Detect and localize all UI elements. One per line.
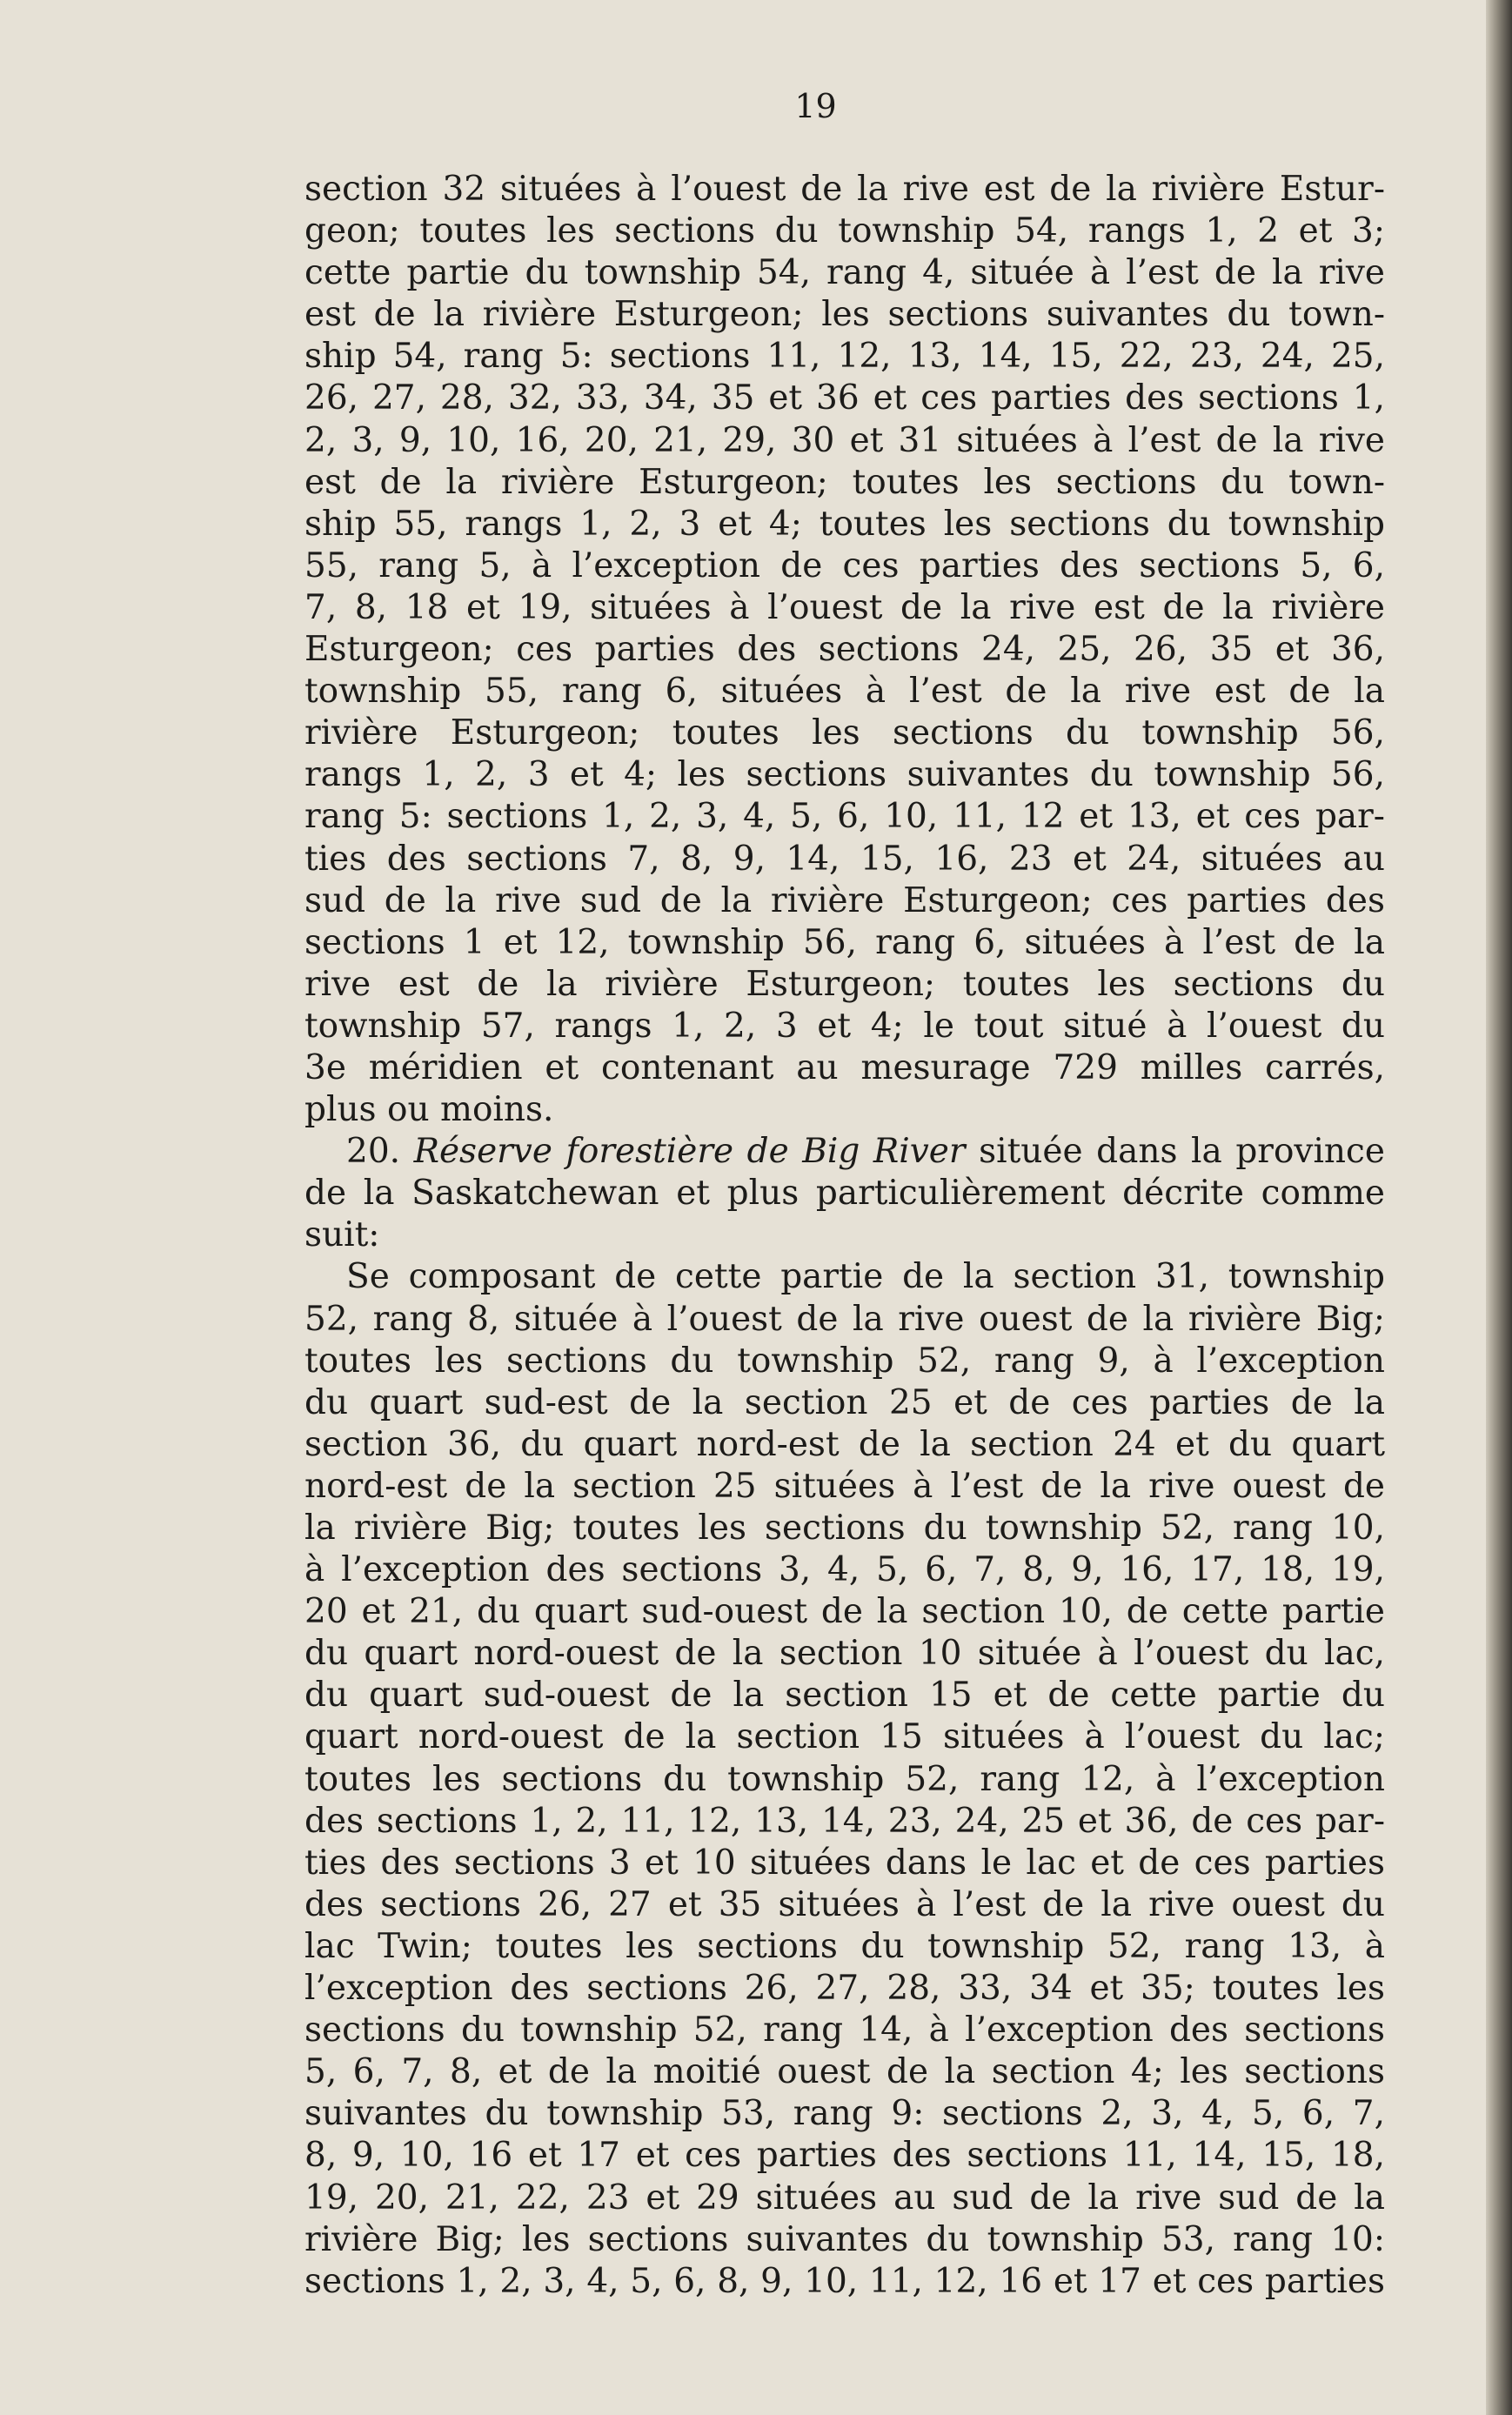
entry-20-description <box>304 1173 1385 1256</box>
text-line: ship 55, rangs 1, 2, 3 et 4; toutes les sections du township <box>304 504 1385 544</box>
text-line: section 36, du quart nord-est de la section 24 et du quart <box>304 1424 1385 1464</box>
text-line: à l’exception des sections 3, 4, 5, 6, 7, 8, 9, 16, 17, 18, 19, <box>304 1550 1385 1590</box>
text-line: ship 54, rang 5: sections 11, 12, 13, 14, 15, 22, 23, 24, 25, <box>304 337 1385 377</box>
text-line: lac Twin; toutes les sections du township 52, rang 13, à <box>304 1926 1385 1966</box>
paragraph-body <box>304 1299 1385 2303</box>
page-edge-shadow <box>1486 0 1512 2415</box>
text-line: du quart nord-ouest de la section 10 située à l’ouest du lac, <box>304 1634 1385 1674</box>
text-line: du quart sud-est de la section 25 et de ces parties de la <box>304 1382 1385 1422</box>
text-line: 2, 3, 9, 10, 16, 20, 21, 29, 30 et 31 situées à l’est de la rive <box>304 420 1385 460</box>
text-line: 20 et 21, du quart sud-ouest de la section 10, de cette partie <box>304 1592 1385 1632</box>
text-line: est de la rivière Esturgeon; les sections suivantes du town- <box>304 295 1385 335</box>
text-line: la rivière Big; toutes les sections du township 52, rang 10, <box>304 1509 1385 1548</box>
text-line: toutes les sections du township 52, rang 9, à l’exception <box>304 1341 1385 1381</box>
text-line: des sections 1, 2, 11, 12, 13, 14, 23, 24, 25 et 36, de ces par- <box>304 1801 1385 1841</box>
text-line: rang 5: sections 1, 2, 3, 4, 5, 6, 10, 11, 12 et 13, et ces par- <box>304 797 1385 837</box>
entry-20-heading-line <box>304 1131 1385 1173</box>
text-line: cette partie du township 54, rang 4, située à l’est de la rive <box>304 253 1385 293</box>
text-line: de la Saskatchewan et plus particulièrement décrite comme <box>304 1174 1385 1214</box>
text-line: des sections 26, 27 et 35 situées à l’est de la rive ouest du <box>304 1884 1385 1924</box>
text-line: 55, rang 5, à l’exception de ces parties des sections 5, 6, <box>304 545 1385 585</box>
text-line: 3e méridien et contenant au mesurage 729 milles carrés, <box>304 1047 1385 1087</box>
text-line: rivière Esturgeon; toutes les sections du township 56, <box>304 713 1385 753</box>
text-line: sections 1 et 12, township 56, rang 6, situées à l’est de la <box>304 922 1385 962</box>
paragraph-first-line: Se composant de cette partie de la section 31, township <box>346 1257 1385 1297</box>
text-line: nord-est de la section 25 situées à l’est de la rive ouest de <box>304 1466 1385 1506</box>
text-line: toutes les sections du township 52, rang 12, à l’exception <box>304 1759 1385 1799</box>
text-line: du quart sud-ouest de la section 15 et de cette partie du <box>304 1676 1385 1716</box>
text-line: 52, rang 8, située à l’ouest de la rive ouest de la rivière Big; <box>304 1299 1385 1339</box>
text-line: rive est de la rivière Esturgeon; toutes les sections du <box>304 964 1385 1004</box>
text-line: suivantes du township 53, rang 9: sections 2, 3, 4, 5, 6, 7, <box>304 2094 1385 2134</box>
text-line: ties des sections 3 et 10 situées dans le lac et de ces parties <box>304 1843 1385 1883</box>
text-line: rangs 1, 2, 3 et 4; les sections suivantes du township 56, <box>304 755 1385 795</box>
text-line: rivière Big; les sections suivantes du township 53, rang 10: <box>304 2219 1385 2259</box>
text-line: 26, 27, 28, 32, 33, 34, 35 et 36 et ces parties des sections 1, <box>304 378 1385 418</box>
text-line: l’exception des sections 26, 27, 28, 33, 34 et 35; toutes les <box>304 1969 1385 2009</box>
text-line: section 32 situées à l’ouest de la rive est de la rivière Estur- <box>304 170 1385 209</box>
text-line: quart nord-ouest de la section 15 situées à l’ouest du lac; <box>304 1717 1385 1757</box>
text-line: sections du township 52, rang 14, à l’exception des sections <box>304 2010 1385 2050</box>
page-number: 19 <box>794 87 837 125</box>
text-line: 5, 6, 7, 8, et de la moitié ouest de la section 4; les sections <box>304 2052 1385 2092</box>
text-line: sections 1, 2, 3, 4, 5, 6, 8, 9, 10, 11, 12, 16 et 17 et ces parties <box>304 2261 1385 2301</box>
text-line: 8, 9, 10, 16 et 17 et ces parties des sections 11, 14, 15, 18, <box>304 2136 1385 2176</box>
entry-title: Réserve forestière de Big River <box>413 1132 966 1172</box>
text-line: suit: <box>304 1215 380 1255</box>
entry-number: 20. <box>346 1132 401 1172</box>
paragraph-continued <box>304 169 1385 1131</box>
text-line: geon; toutes les sections du township 54, rangs 1, 2 et 3; <box>304 211 1385 251</box>
text-line: 19, 20, 21, 22, 23 et 29 situées au sud de la rive sud de la <box>304 2178 1385 2218</box>
text-line: sud de la rive sud de la rivière Esturgeon; ces parties des <box>304 880 1385 920</box>
text-line: 7, 8, 18 et 19, situées à l’ouest de la rive est de la rivière <box>304 587 1385 627</box>
body-text <box>304 169 1385 2303</box>
text-line: plus ou moins. <box>304 1090 554 1130</box>
text-line: township 55, rang 6, situées à l’est de la rive est de la <box>304 672 1385 712</box>
text-line: township 57, rangs 1, 2, 3 et 4; le tout situé à l’ouest du <box>304 1006 1385 1046</box>
text-line: est de la rivière Esturgeon; toutes les sections du town- <box>304 462 1385 502</box>
text-line: ties des sections 7, 8, 9, 14, 15, 16, 23 et 24, situées au <box>304 839 1385 879</box>
entry-heading-rest: située dans la province <box>979 1132 1385 1172</box>
text-line: Esturgeon; ces parties des sections 24, 25, 26, 35 et 36, <box>304 630 1385 670</box>
